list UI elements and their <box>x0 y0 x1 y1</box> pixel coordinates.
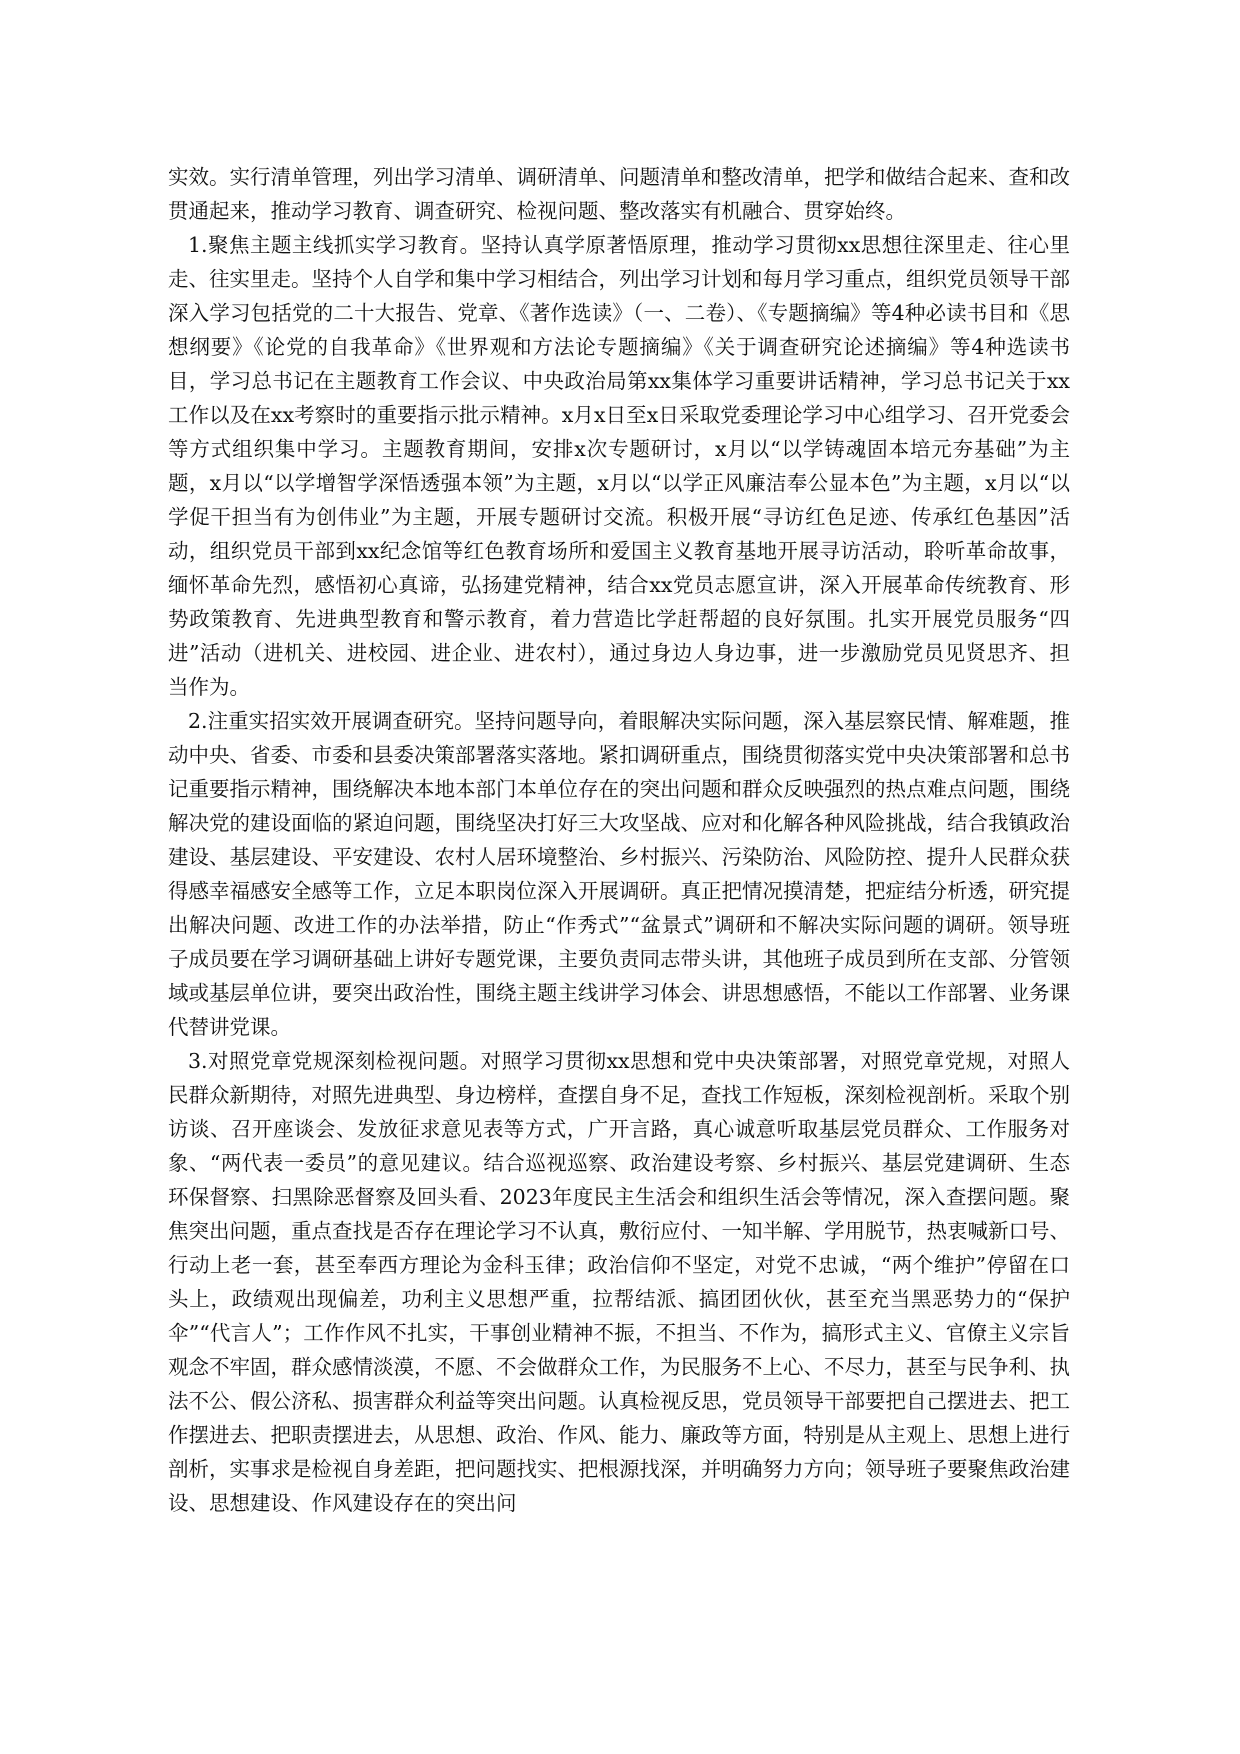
paragraph-continuation: 实效。实行清单管理，列出学习清单、调研清单、问题清单和整改清单，把学和做结合起来、查和改贯通起来，推动学习教育、调查研究、检视问题、整改落实有机融合、贯穿始终。 <box>168 165 1070 223</box>
document-body <box>168 160 1070 1520</box>
paragraph-investigation-research: 2.注重实招实效开展调查研究。坚持问题导向，着眼解决实际问题，深入基层察民情、解难题，推动中央、省委、市委和县委决策部署落实落地。紧扣调研重点，围绕贯彻落实党中央决策部署和总书记重要指示精神，围绕解决本地本部门本单位存在的突出问题和群众反映强烈的热点难点问题，围绕解决党的建设面临的紧迫问题，围绕坚决打好三大攻坚战、应对和化解各种风险挑战，结合我镇政治建设、基层建设、平安建设、农村人居环境整治、乡村振兴、污染防治、风险防控、提升人民群众获得感幸福感安全感等工作，立足本职岗位深入开展调研。真正把情况摸清楚，把症结分析透，研究提出解决问题、改进工作的办法举措，防止“作秀式”“盆景式”调研和不解决实际问题的调研。领导班子成员要在学习调研基础上讲好专题党课，主要负责同志带头讲，其他班子成员到所在支部、分管领域或基层单位讲，要突出政治性，围绕主题主线讲学习体会、讲思想感悟，不能以工作部署、业务课代替讲党课。 <box>168 709 1070 1039</box>
paragraph-study-education: 1.聚焦主题主线抓实学习教育。坚持认真学原著悟原理，推动学习贯彻xx思想往深里走、往心里走、往实里走。坚持个人自学和集中学习相结合，列出学习计划和每月学习重点，组织党员领导干部深入学习包括党的二十大报告、党章、《著作选读》（一、二卷）、《专题摘编》等4种必读书目和《思想纲要》《论党的自我革命》《世界观和方法论专题摘编》《关于调查研究论述摘编》等4种选读书目，学习总书记在主题教育工作会议、中央政治局第xx集体学习重要讲话精神，学习总书记关于xx工作以及在xx考察时的重要指示批示精神。x月x日至x日采取党委理论学习中心组学习、召开党委会等方式组织集中学习。主题教育期间，安排x次专题研讨，x月以“以学铸魂固本培元夯基础”为主题，x月以“以学增智学深悟透强本领”为主题，x月以“以学正风廉洁奉公显本色”为主题，x月以“以学促干担当有为创伟业”为主题，开展专题研讨交流。积极开展“寻访红色足迹、传承红色基因”活动，组织党员干部到xx纪念馆等红色教育场所和爱国主义教育基地开展寻访活动，聆听革命故事，缅怀革命先烈，感悟初心真谛，弘扬建党精神，结合xx党员志愿宣讲，深入开展革命传统教育、形势政策教育、先进典型教育和警示教育，着力营造比学赶帮超的良好氛围。扎实开展党员服务“四进”活动（进机关、进校园、进企业、进农村），通过身边人身边事，进一步激励党员见贤思齐、担当作为。 <box>168 233 1070 699</box>
paragraph-problem-inspection: 3.对照党章党规深刻检视问题。对照学习贯彻xx思想和党中央决策部署，对照党章党规，对照人民群众新期待，对照先进典型、身边榜样，查摆自身不足，查找工作短板，深刻检视剖析。采取个别访谈、召开座谈会、发放征求意见表等方式，广开言路，真心诚意听取基层党员群众、工作服务对象、“两代表一委员”的意见建议。结合巡视巡察、政治建设考察、乡村振兴、基层党建调研、生态环保督察、扫黑除恶督察及回头看、2023年度民主生活会和组织生活会等情况，深入查摆问题。聚焦突出问题，重点查找是否存在理论学习不认真，敷衍应付、一知半解、学用脱节，热衷喊新口号、行动上老一套，甚至奉西方理论为金科玉律；政治信仰不坚定，对党不忠诚，“两个维护”停留在口头上，政绩观出现偏差，功利主义思想严重，拉帮结派、搞团团伙伙，甚至充当黑恶势力的“保护伞”“代言人”；工作作风不扎实，干事创业精神不振，不担当、不作为，搞形式主义、官僚主义宗旨观念不牢固，群众感情淡漠，不愿、不会做群众工作，为民服务不上心、不尽力，甚至与民争利、执法不公、假公济私、损害群众利益等突出问题。认真检视反思，党员领导干部要把自己摆进去、把工作摆进去、把职责摆进去，从思想、政治、作风、能力、廉政等方面，特别是从主观上、思想上进行剖析，实事求是检视自身差距，把问题找实、把根源找深，并明确努力方向；领导班子要聚焦政治建设、思想建设、作风建设存在的突出问 <box>168 1049 1070 1515</box>
